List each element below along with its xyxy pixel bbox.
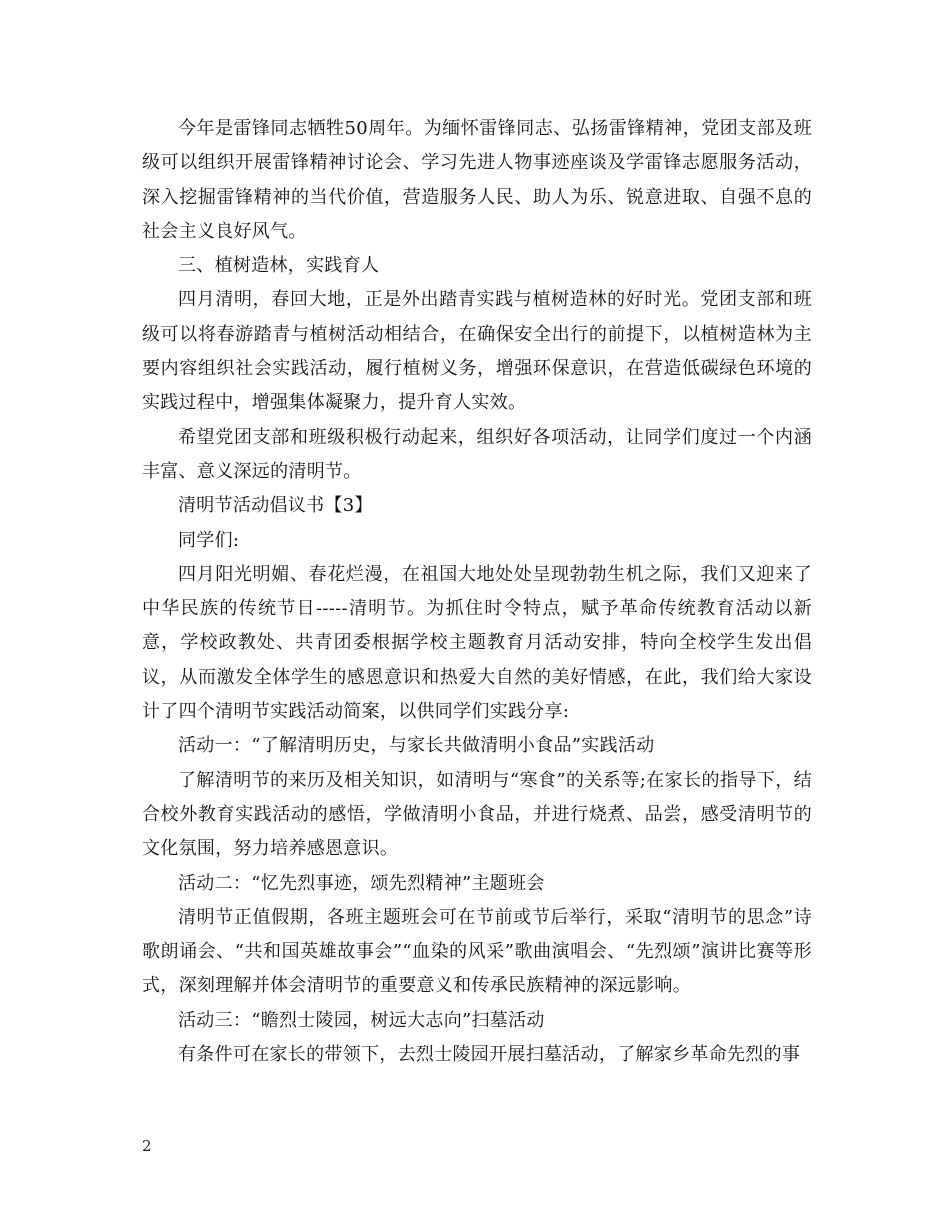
paragraph-introduction: 四月阳光明媚、春花烂漫，在祖国大地处处呈现勃勃生机之际，我们又迎来了中华民族的传统节日-----清明节。为抓住时令特点，赋予革命传统教育活动以新意，学校政教处、共青团委根据学校主题教育月活动安排，特向全校学生发出倡议，从而激发全体学生的感恩意识和热爱大自然的美好情感，在此，我们给大家设计了四个清明节实践活动简案，以供同学们实践分享:: [142, 563, 812, 723]
activity-three-heading: 活动三：“瞻烈士陵园，树远大志向”扫墓活动: [178, 1009, 545, 1031]
activity-one-heading: 活动一：“了解清明历史，与家长共做清明小食品”实践活动: [178, 735, 655, 757]
activity-two-heading: 活动二：“忆先烈事迹，颂先烈精神”主题班会: [178, 872, 545, 894]
activity-one-body: 了解清明节的来历及相关知识，如清明与“寒食”的关系等;在家长的指导下，结合校外教育实践活动的感悟，学做清明小食品，并进行烧煮、品尝，感受清明节的文化氛围，努力培养感恩意识。: [142, 769, 812, 860]
document-body: [142, 112, 812, 1072]
activity-two-body: 清明节正值假期，各班主题班会可在节前或节后举行，采取“清明节的思念”诗歌朗诵会、“共和国英雄故事会”“血染的风采”歌曲演唱会、“先烈颂”演讲比赛等形式，深刻理解并体会清明节的重要意义和传承民族精神的深远影响。: [142, 906, 812, 997]
paragraph-tree-planting: 四月清明，春回大地，正是外出踏青实践与植树造林的好时光。党团支部和班级可以将春游踏青与植树活动相结合，在确保安全出行的前提下，以植树造林为主要内容组织社会实践活动，履行植树义务，增强环保意识，在营造低碳绿色环境的实践过程中，增强集体凝聚力，提升育人实效。: [142, 289, 812, 414]
paragraph-closing-hope: 希望党团支部和班级积极行动起来，组织好各项活动，让同学们度过一个内涵丰富、意义深远的清明节。: [142, 426, 812, 482]
salutation: 同学们:: [178, 529, 240, 551]
paragraph-lei-feng: 今年是雷锋同志牺牲50周年。为缅怀雷锋同志、弘扬雷锋精神，党团支部及班级可以组织开展雷锋精神讨论会、学习先进人物事迹座谈及学雷锋志愿服务活动，深入挖掘雷锋精神的当代价值，营造服务人民、助人为乐、锐意进取、自强不息的社会主义良好风气。: [142, 118, 812, 242]
proposal-title: 清明节活动倡议书【3】: [178, 495, 373, 517]
page-number: 2: [142, 1137, 152, 1155]
section-heading-tree-planting: 三、植树造林，实践育人: [178, 255, 380, 277]
activity-three-body: 有条件可在家长的带领下，去烈士陵园开展扫墓活动，了解家乡革命先烈的事: [178, 1044, 801, 1066]
